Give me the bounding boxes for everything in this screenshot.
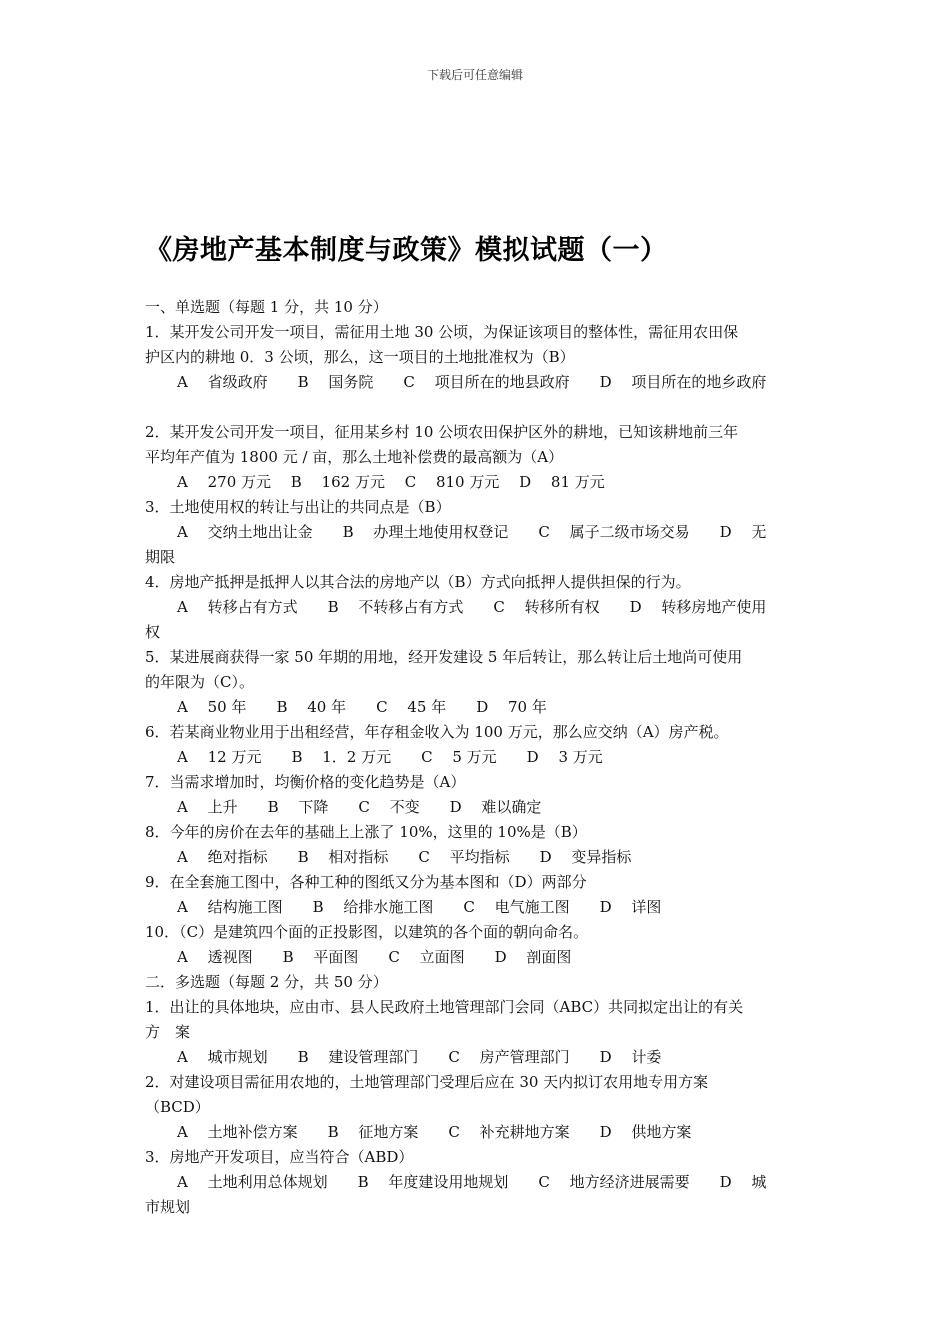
text-line: 市规划 [145,1198,191,1216]
answer-options: A 转移占有方式 B 不转移占有方式 C 转移所有权 D 转移房地产使用 [177,598,767,616]
answer-options: A 270 万元 B 162 万元 C 810 万元 D 81 万元 [177,473,605,491]
text-line: 3．土地使用权的转让与出让的共同点是（B） [145,498,451,516]
text-line: 2．对建设项目需征用农地的，土地管理部门受理后应在 30 天内拟订农用地专用方案 [145,1073,709,1091]
answer-options: A 50 年 B 40 年 C 45 年 D 70 年 [177,698,547,716]
answer-options: A 透视图 B 平面图 C 立面图 D 剖面图 [177,948,572,966]
text-line: 1．某开发公司开发一项目，需征用土地 30 公顷，为保证该项目的整体性，需征用农田保 [145,323,739,341]
text-line: 2．某开发公司开发一项目，征用某乡村 10 公顷农田保护区外的耕地，已知该耕地前三年 [145,423,739,441]
blank-line [145,395,805,420]
text-line: 7．当需求增加时，均衡价格的变化趋势是（A） [145,773,466,791]
header-note: 下载后可任意编辑 [426,68,523,82]
answer-options: A 省级政府 B 国务院 C 项目所在的地县政府 D 项目所在的地乡政府 [177,373,767,391]
text-line: 方 案 [145,1023,191,1041]
document-body [145,295,805,1220]
text-line: 一、单选题（每题 1 分，共 10 分） [145,298,388,316]
text-line: 1．出让的具体地块，应由市、县人民政府土地管理部门会同（ABC）共同拟定出让的有关 [145,998,744,1016]
text-line: 平均年产值为 1800 元 / 亩，那么土地补偿费的最高额为（A） [145,448,564,466]
answer-options: A 交纳土地出让金 B 办理土地使用权登记 C 属子二级市场交易 D 无 [177,523,767,541]
text-line: 二．多选题（每题 2 分，共 50 分） [145,973,388,991]
text-line: 的年限为（C）。 [145,673,254,691]
text-line: 9．在全套施工图中，各种工种的图纸又分为基本图和（D）两部分 [145,873,587,891]
answer-options: A 土地补偿方案 B 征地方案 C 补充耕地方案 D 供地方案 [177,1123,692,1141]
text-line: 10．（C）是建筑四个面的正投影图，以建筑的各个面的朝向命名。 [145,923,589,941]
text-line: 8．今年的房价在去年的基础上上涨了 10%，这里的 10%是（B） [145,823,587,841]
text-line: 权 [145,623,161,641]
text-line: 护区内的耕地 0．3 公顷，那么，这一项目的土地批准权为（B） [145,348,575,366]
document-title: 《房地产基本制度与政策》模拟试题（一） [145,235,668,266]
text-line: 期限 [145,548,176,566]
text-line: 6．若某商业物业用于出租经营，年存租金收入为 100 万元，那么应交纳（A）房产税。 [145,723,729,741]
text-line: 3．房地产开发项目，应当符合（ABD） [145,1148,414,1166]
answer-options: A 结构施工图 B 给排水施工图 C 电气施工图 D 详图 [177,898,662,916]
text-line: （BCD） [145,1098,210,1116]
answer-options: A 绝对指标 B 相对指标 C 平均指标 D 变异指标 [177,848,632,866]
text-line: 4．房地产抵押是抵押人以其合法的房地产以（B）方式向抵押人提供担保的行为。 [145,573,691,591]
text-line: 5．某进展商获得一家 50 年期的用地，经开发建设 5 年后转让，那么转让后土地尚可使用 [145,648,743,666]
answer-options: A 土地利用总体规划 B 年度建设用地规划 C 地方经济进展需要 D 城 [177,1173,767,1191]
answer-options: A 城市规划 B 建设管理部门 C 房产管理部门 D 计委 [177,1048,662,1066]
answer-options: A 上升 B 下降 C 不变 D 难以确定 [177,798,542,816]
answer-options: A 12 万元 B 1．2 万元 C 5 万元 D 3 万元 [177,748,603,766]
